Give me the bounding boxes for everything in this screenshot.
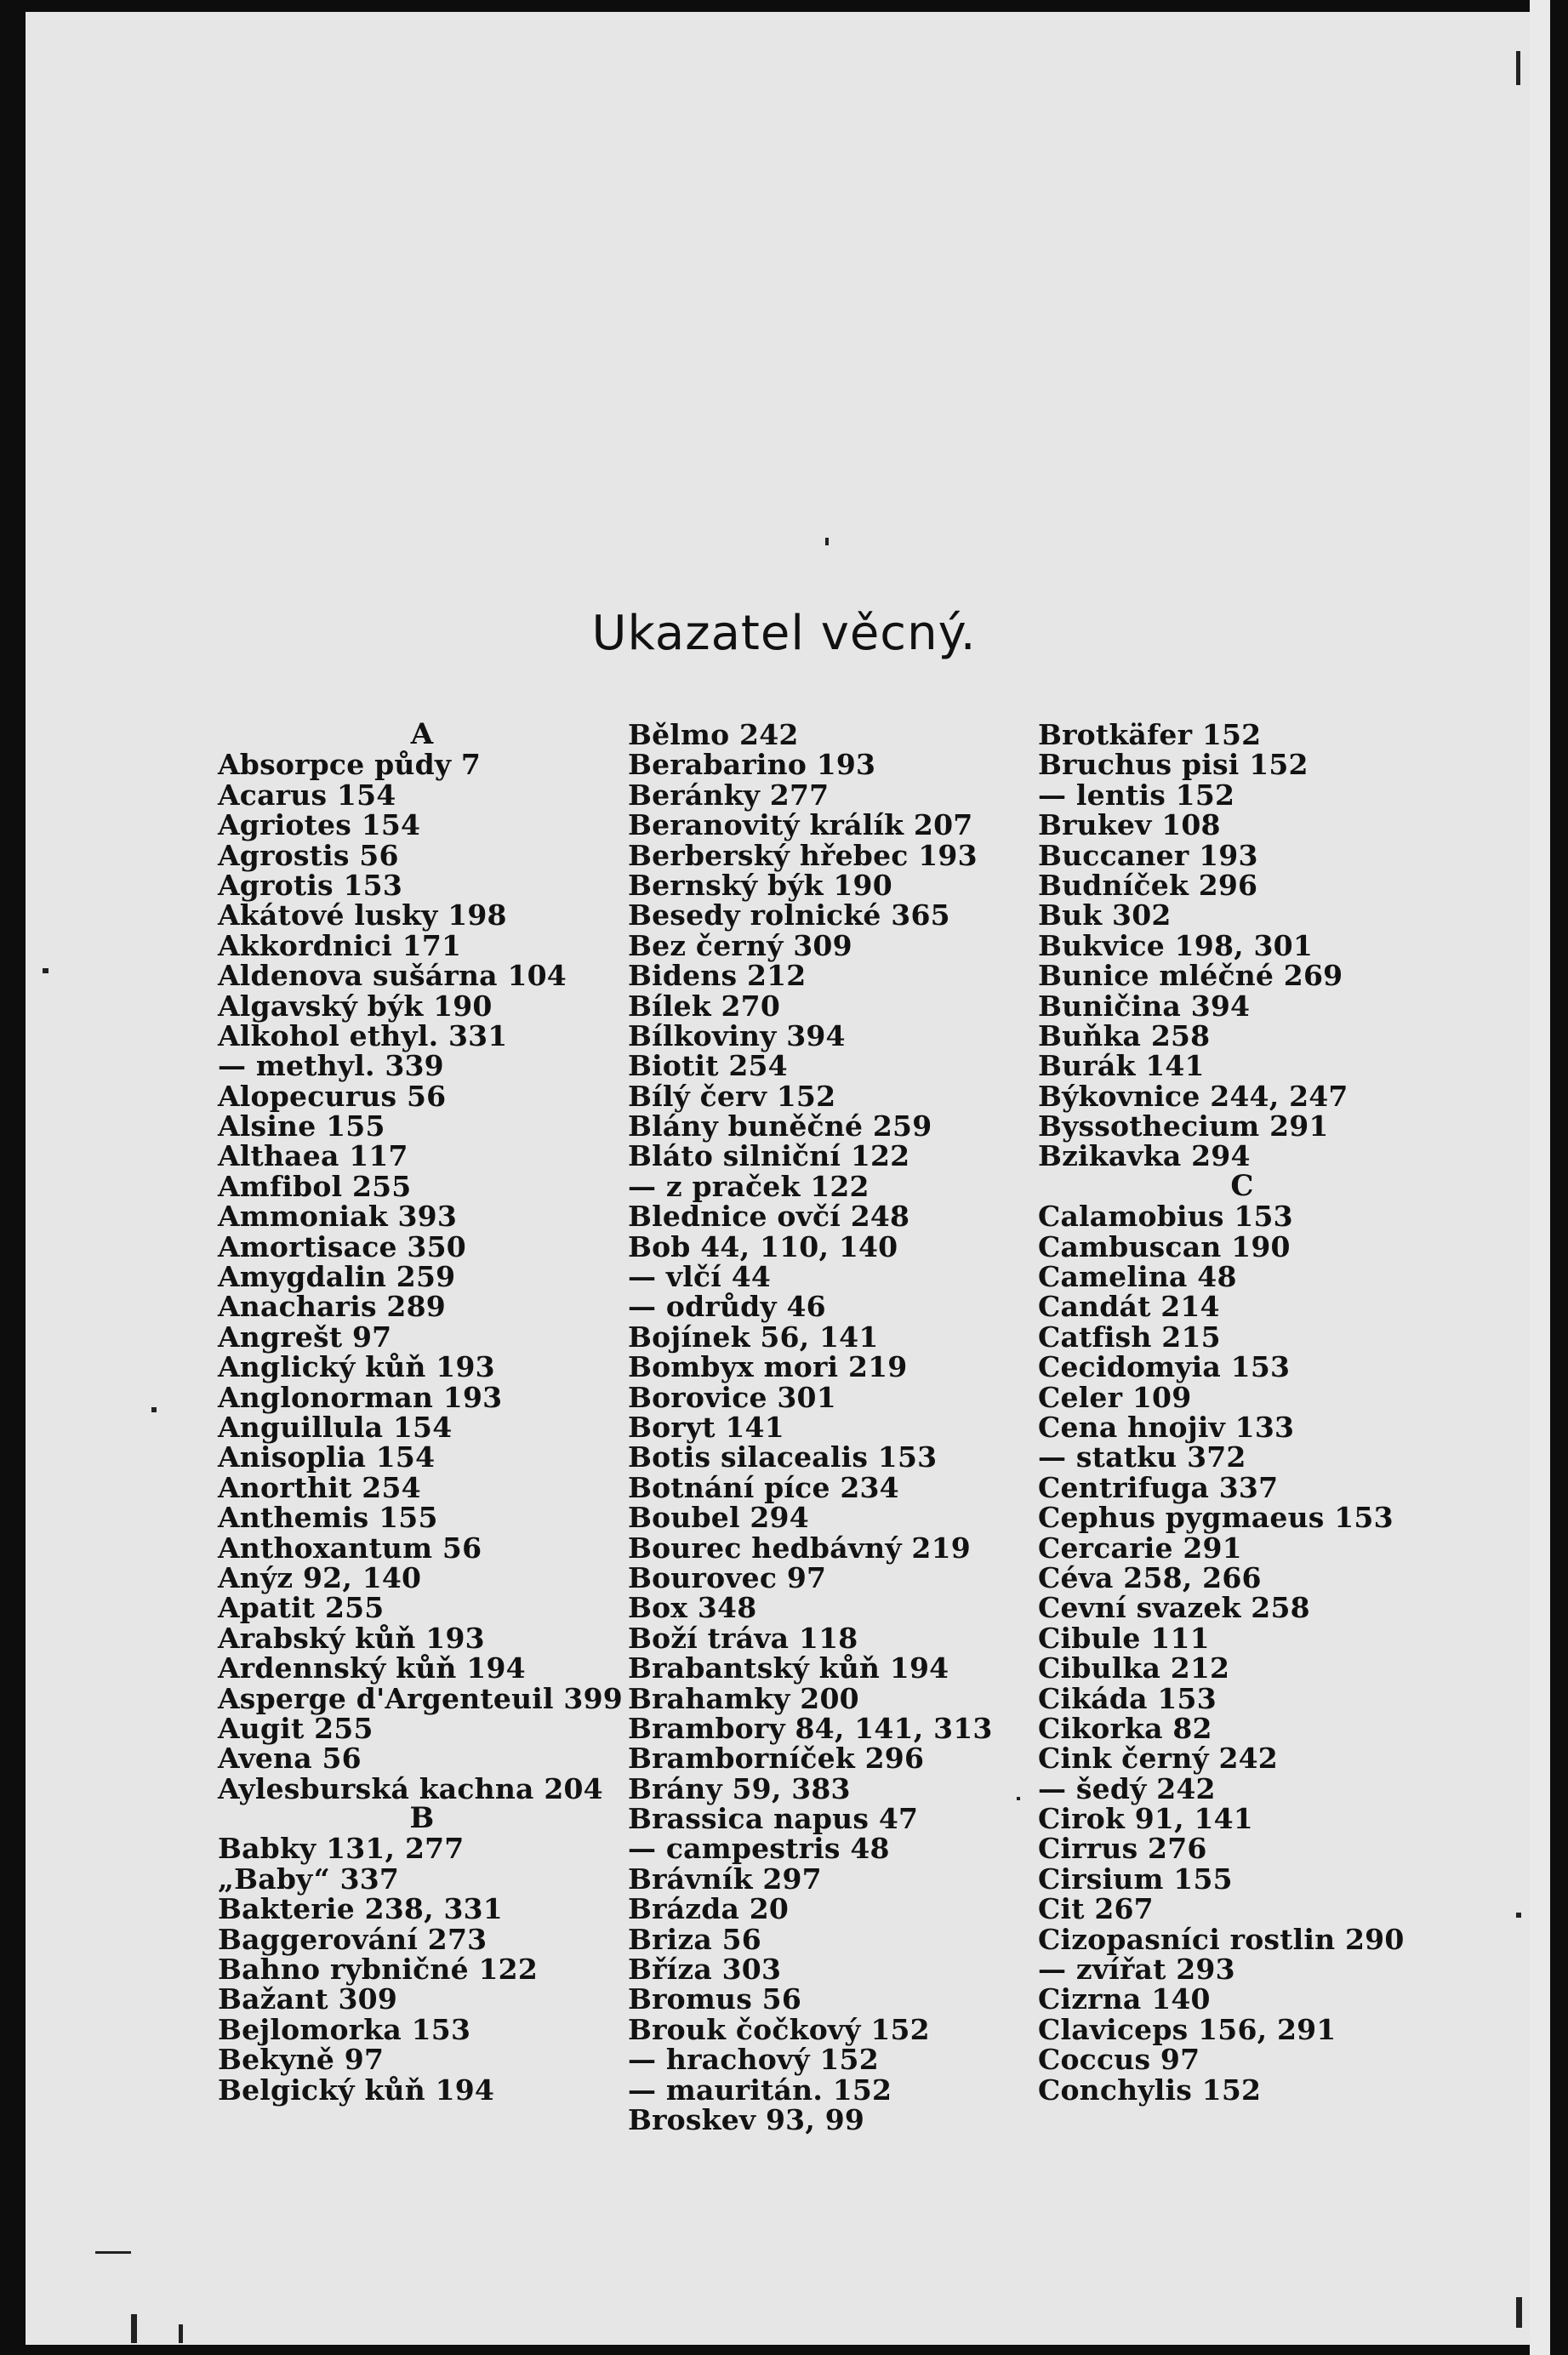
index-entry: — zvířat 293 <box>1038 1953 1235 1987</box>
index-entry: Bernský býk 190 <box>628 868 892 902</box>
index-entry: Broskev 93, 99 <box>628 2102 865 2136</box>
index-entry: Baggerování 273 <box>218 1922 488 1956</box>
index-entry: Cink černý 242 <box>1038 1742 1278 1776</box>
index-entry: — statku 372 <box>1038 1440 1246 1474</box>
index-entry: Cevní svazek 258 <box>1038 1591 1310 1625</box>
index-entry: Cirrus 276 <box>1038 1832 1207 1866</box>
index-entry: Anýz 92, 140 <box>218 1560 422 1594</box>
index-entry: Brambory 84, 141, 313 <box>628 1711 993 1745</box>
index-entry: Belgický kůň 194 <box>218 2073 495 2107</box>
index-entry: — methyl. 339 <box>218 1049 444 1083</box>
index-entry: Buk 302 <box>1038 898 1172 932</box>
index-entry: Cephus pygmaeus 153 <box>1038 1501 1394 1535</box>
index-entry: Bílkoviny 394 <box>628 1018 846 1052</box>
index-entry: Cit 267 <box>1038 1892 1154 1926</box>
index-entry: Cambuscan 190 <box>1038 1229 1291 1263</box>
index-entry: — campestris 48 <box>628 1832 890 1866</box>
page-title: Ukazatel věcný. <box>591 606 977 661</box>
index-entry: Asperge d'Argenteuil 399 <box>218 1681 623 1715</box>
index-entry: Aldenova sušárna 104 <box>218 959 567 993</box>
index-entry: Cirok 91, 141 <box>1038 1802 1253 1836</box>
index-entry: Boryt 141 <box>628 1410 784 1444</box>
section-letter: B <box>409 1801 435 1836</box>
index-entry: Brotkäfer 152 <box>1038 718 1262 751</box>
index-entry: Bílý červ 152 <box>628 1079 836 1113</box>
index-entry: Conchylis 152 <box>1038 2073 1262 2107</box>
index-entry: Augit 255 <box>218 1711 373 1745</box>
index-entry: Boží tráva 118 <box>628 1621 858 1655</box>
index-entry: Brány 59, 383 <box>628 1771 851 1805</box>
index-entry: Brassica napus 47 <box>628 1802 919 1836</box>
index-entry: Budníček 296 <box>1038 868 1258 902</box>
index-entry: Boubel 294 <box>628 1501 809 1535</box>
index-entry: Cirsium 155 <box>1038 1862 1233 1896</box>
index-entry: Burák 141 <box>1038 1049 1205 1083</box>
index-entry: Anthemis 155 <box>218 1501 438 1535</box>
index-entry: Beránky 277 <box>628 778 830 812</box>
index-entry: Blednice ovčí 248 <box>628 1200 910 1234</box>
index-entry: Céva 258, 266 <box>1038 1560 1262 1594</box>
index-entry: Bekyně 97 <box>218 2043 385 2077</box>
index-entry: Calamobius 153 <box>1038 1200 1293 1234</box>
index-entry: Agrotis 153 <box>218 868 403 902</box>
index-entry: Avena 56 <box>218 1742 362 1776</box>
index-entry: Bílek 270 <box>628 989 780 1023</box>
index-entry: Briza 56 <box>628 1922 761 1956</box>
index-entry: Anglonorman 193 <box>218 1380 503 1414</box>
index-entry: Cecidomyia 153 <box>1038 1350 1291 1384</box>
index-entry: Bojínek 56, 141 <box>628 1320 879 1354</box>
index-entry: Anisoplia 154 <box>218 1440 436 1474</box>
index-entry: Amygdalin 259 <box>218 1260 456 1294</box>
index-entry: Bez černý 309 <box>628 928 852 962</box>
index-entry: Blány buněčné 259 <box>628 1109 932 1143</box>
index-entry: Beranovitý králík 207 <box>628 808 973 842</box>
index-entry: Bažant 309 <box>218 1982 398 2016</box>
index-entry: Cizrna 140 <box>1038 1982 1211 2016</box>
index-entry: Cikáda 153 <box>1038 1681 1217 1715</box>
index-entry: Amfibol 255 <box>218 1169 412 1203</box>
index-entry: Brabantský kůň 194 <box>628 1651 949 1685</box>
index-entry: Bzikavka 294 <box>1038 1139 1251 1173</box>
index-entry: Bukvice 198, 301 <box>1038 928 1313 962</box>
index-entry: Camelina 48 <box>1038 1260 1237 1294</box>
index-entry: Cibule 111 <box>1038 1621 1210 1655</box>
index-entry: Bidens 212 <box>628 959 807 993</box>
index-entry: Bourovec 97 <box>628 1560 827 1594</box>
index-entry: Anacharis 289 <box>218 1290 446 1324</box>
index-entry: Bělmo 242 <box>628 718 799 751</box>
index-entry: Akkordnici 171 <box>218 928 462 962</box>
index-entry: Brahamky 200 <box>628 1681 859 1715</box>
index-column-2 <box>628 720 1036 2135</box>
index-entry: — hrachový 152 <box>628 2043 879 2077</box>
index-entry: Agrostis 56 <box>218 838 399 872</box>
index-entry: Borovice 301 <box>628 1380 836 1414</box>
index-entry: Candát 214 <box>1038 1290 1220 1324</box>
index-entry: Bejlomorka 153 <box>218 2012 471 2046</box>
index-entry: Aylesburská kachna 204 <box>218 1771 603 1805</box>
index-entry: Alopecurus 56 <box>218 1079 447 1113</box>
index-entry: Botnání píce 234 <box>628 1470 899 1504</box>
index-entry: — odrůdy 46 <box>628 1290 826 1324</box>
index-entry: Bláto silniční 122 <box>628 1139 910 1173</box>
index-entry: Alsine 155 <box>218 1109 385 1143</box>
index-entry: Anthoxantum 56 <box>218 1531 482 1565</box>
index-entry: Celer 109 <box>1038 1380 1192 1414</box>
index-entry: Bramborníček 296 <box>628 1742 925 1776</box>
index-entry: Botis silacealis 153 <box>628 1440 938 1474</box>
index-entry: Amortisace 350 <box>218 1229 466 1263</box>
index-entry: Althaea 117 <box>218 1139 408 1173</box>
index-entry: Apatit 255 <box>218 1591 385 1625</box>
index-entry: Berabarino 193 <box>628 748 876 782</box>
index-entry: Brázda 20 <box>628 1892 790 1926</box>
index-entry: Býkovnice 244, 247 <box>1038 1079 1348 1113</box>
section-letter: A <box>410 717 434 751</box>
index-entry: Bob 44, 110, 140 <box>628 1229 898 1263</box>
index-entry: „Baby“ 337 <box>218 1862 400 1896</box>
index-entry: Babky 131, 277 <box>218 1832 465 1866</box>
index-entry: Cizopasníci rostlin 290 <box>1038 1922 1405 1956</box>
index-entry: Cercarie 291 <box>1038 1531 1242 1565</box>
index-column-3 <box>1038 720 1446 2105</box>
index-entry: — z praček 122 <box>628 1169 870 1203</box>
index-entry: Acarus 154 <box>218 778 396 812</box>
index-entry: Brouk čočkový 152 <box>628 2012 930 2046</box>
index-entry: Cibulka 212 <box>1038 1651 1230 1685</box>
index-entry: Bourec hedbávný 219 <box>628 1531 971 1565</box>
index-entry: Buccaner 193 <box>1038 838 1258 872</box>
index-entry: Centrifuga 337 <box>1038 1470 1279 1504</box>
index-entry: Anguillula 154 <box>218 1410 453 1444</box>
index-entry: Arabský kůň 193 <box>218 1621 485 1655</box>
index-entry: Byssothecium 291 <box>1038 1109 1329 1143</box>
index-entry: Bruchus pisi 152 <box>1038 748 1309 782</box>
index-entry: Bunice mléčné 269 <box>1038 959 1343 993</box>
index-entry: Ammoniak 393 <box>218 1200 457 1234</box>
index-entry: Bakterie 238, 331 <box>218 1892 503 1926</box>
index-entry: — šedý 242 <box>1038 1771 1216 1805</box>
page-edge-strip <box>1530 0 1550 2355</box>
index-entry: Cikorka 82 <box>1038 1711 1212 1745</box>
index-entry: Bromus 56 <box>628 1982 801 2016</box>
index-entry: Brukev 108 <box>1038 808 1221 842</box>
index-entry: Claviceps 156, 291 <box>1038 2012 1337 2046</box>
index-entry: Biotit 254 <box>628 1049 788 1083</box>
index-entry: Algavský býk 190 <box>218 989 493 1023</box>
index-entry: Buničina 394 <box>1038 989 1251 1023</box>
index-entry: Berberský hřebec 193 <box>628 838 978 872</box>
index-entry: Box 348 <box>628 1591 757 1625</box>
index-entry: Buňka 258 <box>1038 1018 1211 1052</box>
index-entry: Akátové lusky 198 <box>218 898 507 932</box>
index-entry: Anglický kůň 193 <box>218 1350 495 1384</box>
index-column-1 <box>218 717 626 2107</box>
index-entry: Alkohol ethyl. 331 <box>218 1018 508 1052</box>
index-entry: Brávník 297 <box>628 1862 822 1896</box>
index-entry: Catfish 215 <box>1038 1320 1221 1354</box>
index-entry: — vlčí 44 <box>628 1260 772 1294</box>
index-entry: Coccus 97 <box>1038 2043 1200 2077</box>
index-entry: Besedy rolnické 365 <box>628 898 950 932</box>
section-letter: C <box>1230 1168 1254 1203</box>
index-entry: Bříza 303 <box>628 1953 782 1987</box>
index-entry: Ardennský kůň 194 <box>218 1651 526 1685</box>
index-entry: — lentis 152 <box>1038 778 1235 812</box>
index-entry: — mauritán. 152 <box>628 2073 892 2107</box>
index-entry: Bahno rybničné 122 <box>218 1953 538 1987</box>
index-entry: Bombyx mori 219 <box>628 1350 908 1384</box>
index-entry: Angrešt 97 <box>218 1320 392 1354</box>
index-entry: Agriotes 154 <box>218 808 421 842</box>
index-entry: Absorpce půdy 7 <box>218 748 482 782</box>
index-entry: Cena hnojiv 133 <box>1038 1410 1295 1444</box>
index-entry: Anorthit 254 <box>218 1470 421 1504</box>
